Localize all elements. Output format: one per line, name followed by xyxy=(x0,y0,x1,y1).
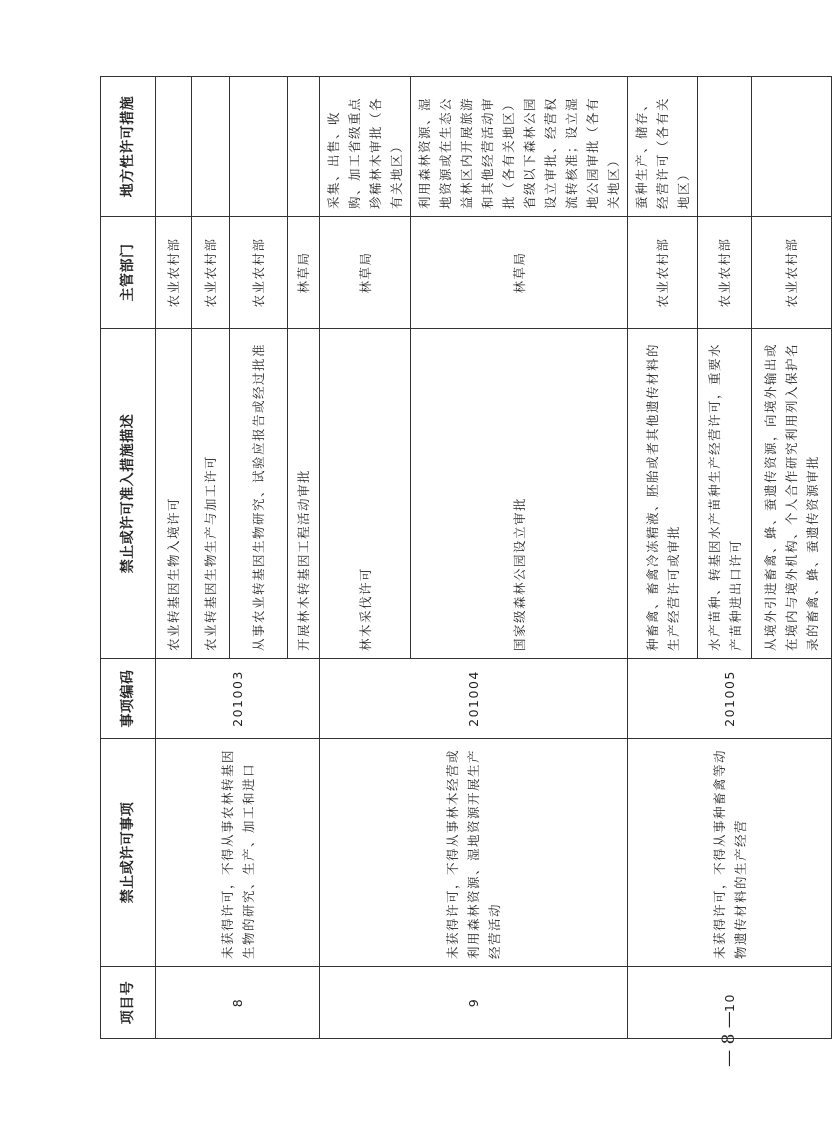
page-number-text: — 8 — xyxy=(719,1011,739,1067)
local-measure xyxy=(288,77,320,217)
department: 林草局 xyxy=(320,217,411,329)
local-measure: 采集、出售、收购、加工省级重点珍稀林木审批（各有关地区） xyxy=(320,77,411,217)
department: 农业农村部 xyxy=(628,217,698,329)
header-local: 地方性许可措施 xyxy=(101,77,156,217)
table-row xyxy=(628,77,698,1039)
item-number: 10 xyxy=(628,967,832,1039)
measure-description: 农业转基因生物生产与加工许可 xyxy=(192,329,230,659)
item-number: 8 xyxy=(156,967,320,1039)
department: 农业农村部 xyxy=(698,217,752,329)
measure-description: 从事农业转基因生物研究、试验应报告或经过批准 xyxy=(230,329,288,659)
permit-table xyxy=(100,76,832,1039)
local-measure xyxy=(192,77,230,217)
item-code: 201005 xyxy=(628,659,832,739)
header-row xyxy=(101,77,156,1039)
header-desc: 禁止或许可准入措施描述 xyxy=(101,329,156,659)
item-number: 9 xyxy=(320,967,628,1039)
header-item-no: 项目号 xyxy=(101,967,156,1039)
local-measure: 蚕种生产、储存、经营许可（各有关地区） xyxy=(628,77,698,217)
item-description: 未获得许可，不得从事种畜禽等动物遗传材料的生产经营 xyxy=(628,739,832,967)
department: 农业农村部 xyxy=(752,217,832,329)
local-measure xyxy=(156,77,192,217)
measure-description: 国家级森林公园设立审批 xyxy=(411,329,628,659)
department: 林草局 xyxy=(288,217,320,329)
table-row xyxy=(320,77,411,1039)
department: 林草局 xyxy=(411,217,628,329)
item-description: 未获得许可，不得从事林木经营或利用森林资源、湿地资源开展生产经营活动 xyxy=(320,739,628,967)
item-code: 201004 xyxy=(320,659,628,739)
local-measure xyxy=(230,77,288,217)
header-dept: 主管部门 xyxy=(101,217,156,329)
table-row xyxy=(156,77,192,1039)
header-item: 禁止或许可事项 xyxy=(101,739,156,967)
measure-description: 开展林木转基因工程活动审批 xyxy=(288,329,320,659)
item-code: 201003 xyxy=(156,659,320,739)
department: 农业农村部 xyxy=(192,217,230,329)
rotated-table-page xyxy=(100,77,820,1039)
department: 农业农村部 xyxy=(230,217,288,329)
measure-description: 水产苗种、转基因水产苗种生产经营许可，重要水产苗种进出口许可 xyxy=(698,329,752,659)
header-code: 事项编码 xyxy=(101,659,156,739)
local-measure xyxy=(698,77,752,217)
measure-description: 种畜禽、畜禽冷冻精液、胚胎或者其他遗传材料的生产经营许可或审批 xyxy=(628,329,698,659)
measure-description: 从境外引进畜禽、蜂、蚕遗传资源，向境外输出或在境内与境外机构、个人合作研究利用列入保护名录的畜禽、蜂、蚕遗传资源审批 xyxy=(752,329,832,659)
measure-description: 农业转基因生物入境许可 xyxy=(156,329,192,659)
department: 农业农村部 xyxy=(156,217,192,329)
page-number xyxy=(714,1004,744,1074)
measure-description: 林木采伐许可 xyxy=(320,329,411,659)
local-measure xyxy=(752,77,832,217)
item-description: 未获得许可，不得从事农林转基因生物的研究、生产、加工和进口 xyxy=(156,739,320,967)
local-measure: 利用森林资源、湿地资源或在生态公益林区内开展旅游和其他经营活动审批（各有关地区）省级以下森林公园设立审批、经营权流转核准；设立湿地公园审批（各有关地区） xyxy=(411,77,628,217)
